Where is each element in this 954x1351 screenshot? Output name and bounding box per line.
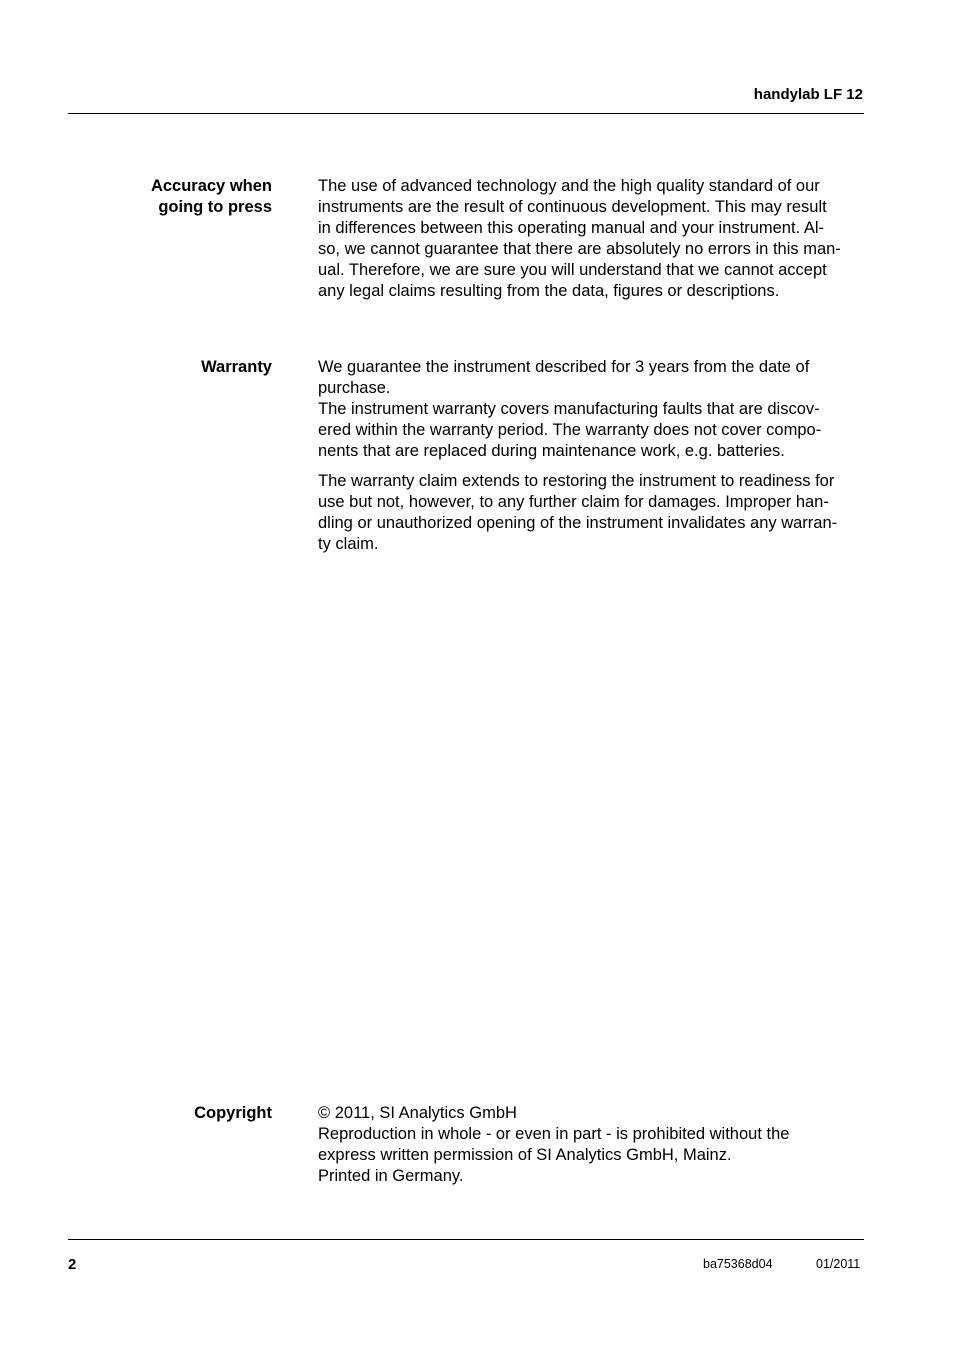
text-line: The warranty claim extends to restoring the instrument to readiness for — [318, 472, 835, 490]
copyright-label: Copyright — [194, 1104, 272, 1122]
accuracy-text — [318, 176, 868, 302]
footer-rule — [68, 1239, 864, 1240]
text-line: The instrument warranty covers manufacturing faults that are discov- — [318, 400, 820, 418]
text-line: dling or unauthorized opening of the instrument invalidates any warran- — [318, 514, 838, 532]
text-line: express written permission of SI Analytics GmbH, Mainz. — [318, 1146, 732, 1164]
document-id: ba75368d04 — [703, 1257, 773, 1271]
text-line: Printed in Germany. — [318, 1167, 464, 1185]
text-line: use but not, however, to any further claim for damages. Improper han- — [318, 493, 829, 511]
copyright-text — [318, 1103, 868, 1187]
text-line: ered within the warranty period. The warranty does not cover compo- — [318, 421, 822, 439]
text-line: © 2011, SI Analytics GmbH — [318, 1104, 517, 1122]
header-title: handylab LF 12 — [753, 86, 863, 103]
header-rule — [68, 113, 864, 114]
accuracy-label-line: going to press — [158, 198, 272, 216]
text-line: ual. Therefore, we are sure you will understand that we cannot accept — [318, 261, 827, 279]
text-line: nents that are replaced during maintenance work, e.g. batteries. — [318, 442, 785, 460]
page-number: 2 — [68, 1256, 77, 1273]
text-line: in differences between this operating manual and your instrument. Al- — [318, 219, 824, 237]
accuracy-label — [72, 176, 272, 218]
text-line: We guarantee the instrument described for 3 years from the date of — [318, 358, 810, 376]
text-line: any legal claims resulting from the data, figures or descriptions. — [318, 282, 780, 300]
text-line: Reproduction in whole - or even in part - is prohibited without the — [318, 1125, 790, 1143]
warranty-label: Warranty — [201, 358, 272, 376]
warranty-text — [318, 357, 868, 555]
text-line: ty claim. — [318, 535, 379, 553]
text-line: purchase. — [318, 379, 391, 397]
document-date: 01/2011 — [816, 1257, 861, 1271]
text-line: The use of advanced technology and the high quality standard of our — [318, 177, 820, 195]
text-line: so, we cannot guarantee that there are absolutely no errors in this man- — [318, 240, 841, 258]
text-line: instruments are the result of continuous development. This may result — [318, 198, 827, 216]
accuracy-label-line: Accuracy when — [150, 177, 272, 195]
